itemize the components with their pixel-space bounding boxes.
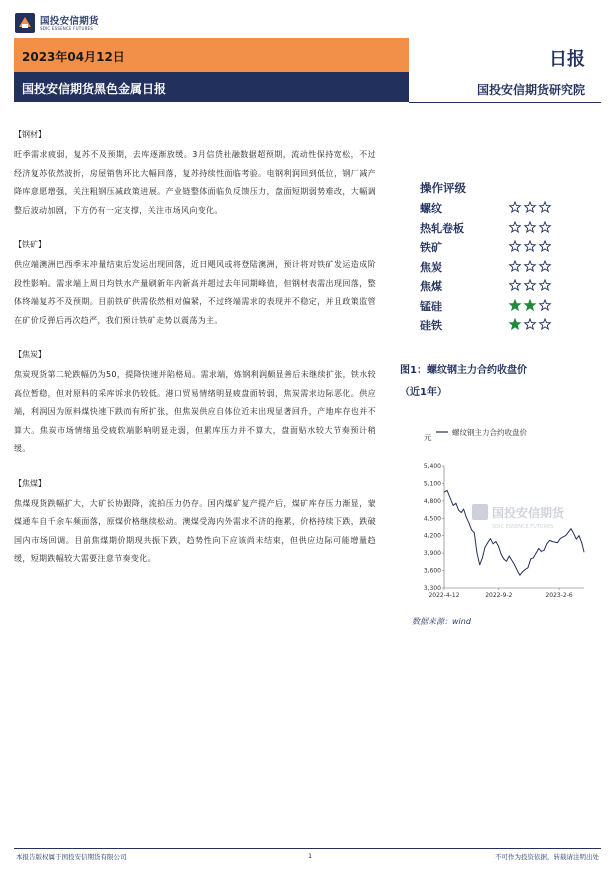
- section-iron-ore: [14, 238, 376, 330]
- data-point: [474, 532, 475, 533]
- legend-label: 螺纹钢主力合约收盘价: [452, 428, 527, 437]
- data-point: [565, 535, 566, 536]
- star-empty-icon: [540, 202, 551, 212]
- data-point: [552, 541, 553, 542]
- figure-caption-subtitle: （近1年）: [400, 387, 447, 398]
- rating-stars: [508, 201, 552, 213]
- figure-caption: [400, 360, 600, 404]
- data-source: 数据来源：wind: [412, 617, 471, 626]
- star-empty-icon: [510, 202, 521, 212]
- data-point: [471, 530, 472, 531]
- rating-row: [420, 276, 600, 296]
- data-point: [458, 510, 459, 511]
- rating-row: [420, 315, 600, 335]
- star-empty-icon: [540, 319, 551, 329]
- section-coking-coal: [14, 477, 376, 569]
- company-logo: [14, 10, 134, 36]
- data-point: [453, 505, 454, 506]
- report-title: 国投安信期货黑色金属日报: [22, 82, 167, 96]
- rating-name: 铁矿: [420, 241, 442, 254]
- data-point: [482, 557, 483, 558]
- rating-stars: [508, 299, 552, 311]
- star-filled-icon: [525, 299, 536, 309]
- rating-stars: [508, 260, 552, 272]
- star-empty-icon: [525, 241, 536, 251]
- star-empty-icon: [510, 280, 521, 290]
- star-empty-icon: [540, 241, 551, 251]
- rating-title: 操作评级: [420, 181, 466, 195]
- data-point: [493, 543, 494, 544]
- data-point: [584, 552, 585, 553]
- data-point: [536, 553, 537, 554]
- data-point: [525, 569, 526, 570]
- rating-row: [420, 198, 600, 218]
- star-empty-icon: [540, 299, 551, 309]
- section-title: 【焦煤】: [14, 478, 46, 488]
- star-empty-icon: [525, 221, 536, 231]
- section-rebar: [14, 128, 376, 220]
- rating-name: 螺纹: [420, 202, 442, 215]
- chart-axes: [424, 463, 584, 599]
- data-point: [456, 503, 457, 504]
- header-divider: [409, 102, 601, 103]
- rating-name: 焦炭: [420, 260, 442, 274]
- star-empty-icon: [525, 202, 536, 212]
- star-filled-icon: [510, 299, 521, 309]
- data-point: [498, 546, 499, 547]
- data-point: [477, 553, 478, 554]
- y-tick-label: 3,300: [423, 585, 441, 592]
- data-point: [490, 538, 491, 539]
- y-tick-label: 4,800: [423, 497, 441, 505]
- data-point: [579, 535, 580, 536]
- price-chart: [408, 412, 596, 608]
- data-point: [571, 528, 572, 529]
- page-number: 1: [308, 852, 313, 860]
- rating-row: [420, 257, 600, 277]
- data-point: [514, 564, 515, 565]
- data-point: [485, 547, 486, 548]
- data-point: [463, 509, 464, 510]
- section-title: 【钢材】: [14, 130, 46, 139]
- data-point: [509, 556, 510, 557]
- data-point: [520, 575, 521, 576]
- rating-row: [420, 296, 600, 316]
- logo-mark-icon: [14, 12, 36, 34]
- report-date: 2023年04月12日: [22, 50, 125, 64]
- rating-stars: [508, 240, 552, 252]
- data-point: [568, 532, 569, 533]
- rating-name: 焦煤: [420, 280, 442, 293]
- y-tick-label: 5,100: [423, 480, 441, 488]
- y-axis-unit: 元: [424, 433, 432, 442]
- star-empty-icon: [525, 260, 536, 270]
- data-point: [528, 567, 529, 568]
- y-tick-label: 4,200: [423, 532, 441, 540]
- data-point: [581, 542, 582, 543]
- y-tick-label: 3,900: [423, 550, 441, 558]
- rating-panel: [420, 178, 600, 335]
- footer-copyright: 本报告版权属于国投安信期货有限公司: [16, 853, 127, 861]
- x-tick-label: 2022-9-2: [485, 592, 513, 599]
- star-filled-icon: [510, 319, 521, 329]
- data-point: [487, 542, 488, 543]
- star-empty-icon: [510, 241, 521, 251]
- section-body: 供应端澳洲巴西季末冲量结束后发运出现回落，近日飓风或将登陆澳洲，预计将对铁矿发运造成阶段性影响。需求端上周日均铁水产量刷新年内新高并超过去年同期峰值，但钢材表需出现回落，整体终端复苏不及预期。目前铁矿供需依然相对偏紧，不过终端需求的表现并不稳定，并且政策监管在矿价反弹后再次趋严，我们预计铁矿走势以震荡为主。: [14, 260, 376, 325]
- commentary-column: [14, 128, 376, 587]
- data-point: [479, 564, 480, 565]
- data-point: [563, 537, 564, 538]
- watermark-mark-icon: [472, 504, 488, 520]
- institute-name: 国投安信期货研究院: [476, 83, 585, 97]
- footer-divider: [14, 848, 601, 849]
- rating-name: 锰硅: [420, 299, 442, 313]
- section-body: 旺季需求疲弱，复苏不及预期，去库逐渐放缓。3月信贷社融数据超预期，流动性保持宽松，不过经济复苏依然波折，房屋销售环比大幅回落，复苏持续性面临考验。电钢利润回到低位，钢厂减产降库意愿增强，关注粗钢压减政策进展。产业链整体面临负反馈压力，盘面短期弱势难改，大幅调整后波动加剧，下方仍有一定支撑，关注市场风向变化。: [14, 150, 376, 215]
- data-point: [469, 523, 470, 524]
- data-point: [501, 554, 502, 555]
- star-empty-icon: [525, 280, 536, 290]
- data-point: [522, 571, 523, 572]
- star-empty-icon: [510, 221, 521, 231]
- section-title: 【铁矿】: [14, 240, 46, 249]
- watermark-text: 国投安信期货: [492, 506, 565, 520]
- footer-disclaimer: 不可作为投资依据，转载请注明出处: [495, 853, 599, 861]
- rating-row: [420, 218, 600, 238]
- data-point: [544, 550, 545, 551]
- star-empty-icon: [540, 280, 551, 290]
- series-line: [444, 490, 584, 575]
- star-empty-icon: [540, 221, 551, 231]
- x-tick-label: 2023-2-6: [545, 592, 573, 599]
- star-empty-icon: [525, 319, 536, 329]
- section-title: 【焦炭】: [14, 350, 46, 359]
- y-tick-label: 4,500: [423, 515, 441, 523]
- data-point: [538, 548, 539, 549]
- data-point: [503, 559, 504, 560]
- data-point: [560, 538, 561, 539]
- data-point: [461, 512, 462, 513]
- figure-caption-title: 图1：螺纹钢主力合约收盘价: [400, 365, 527, 376]
- rating-row: [420, 237, 600, 257]
- y-tick-label: 3,600: [423, 567, 441, 575]
- report-type: 日报: [549, 49, 585, 70]
- data-point: [546, 543, 547, 544]
- x-tick-label: 2022-4-12: [428, 592, 460, 599]
- data-point: [506, 561, 507, 562]
- star-empty-icon: [510, 260, 521, 270]
- section-body: 焦煤现货跌幅扩大，大矿长协跟降，流拍压力仍存。国内煤矿复产提产后，煤矿库存压力渐显，蒙煤通车自千余车频面落，原煤价格继续松动。澳煤受海内外需求不济的拖累，价格持续下跌，跌破国内市场回调。目前焦煤期价期现共振下跌，趋势性向下应该尚未结束，但供应边际可能增量趋缓，短期跌幅较大需要注意节奏变化。: [14, 498, 376, 563]
- data-point: [557, 542, 558, 543]
- y-tick-label: 5,400: [423, 463, 441, 470]
- data-point: [466, 517, 467, 518]
- section-body: 焦炭现货第二轮跌幅仍为50，提降快速并陷格局。需求端，炼钢利润颇显善后未继续扩张，铁水较高位暂稳，但对原料的采库诉求仍较低。港口贸易情绪明显疲盘面转弱，焦炭需求边际恶化。供应端，利润因为原料煤快速下跌而有所扩张，但焦炭供应自体位近末出现显著回升，产地库存也并不算大。焦炭市场情绪虽受疲软端影响明显走弱，但累库压力并不算大，盘面贴水较大节奏预计稍缓。: [14, 370, 376, 453]
- data-point: [549, 540, 550, 541]
- data-point: [450, 498, 451, 499]
- data-point: [495, 541, 496, 542]
- data-point: [533, 557, 534, 558]
- watermark-subtext: SDIC ESSENCE FUTURES: [492, 524, 554, 530]
- data-point: [447, 490, 448, 491]
- data-point: [573, 533, 574, 534]
- section-coke: [14, 348, 376, 459]
- star-empty-icon: [540, 260, 551, 270]
- chart-marks: [444, 490, 585, 576]
- rating-stars: [508, 318, 552, 330]
- logo-subtext: SDIC ESSENCE FUTURES: [40, 26, 94, 31]
- data-point: [517, 570, 518, 571]
- rating-name: 热轧卷板: [420, 221, 464, 235]
- logo-text: 国投安信期货: [40, 16, 99, 27]
- data-point: [444, 492, 445, 493]
- rating-name: 硅铁: [420, 319, 442, 332]
- data-point: [541, 551, 542, 552]
- chart-watermark: [472, 504, 565, 530]
- data-point: [530, 559, 531, 560]
- rating-stars: [508, 221, 552, 233]
- rating-stars: [508, 279, 552, 291]
- data-point: [576, 539, 577, 540]
